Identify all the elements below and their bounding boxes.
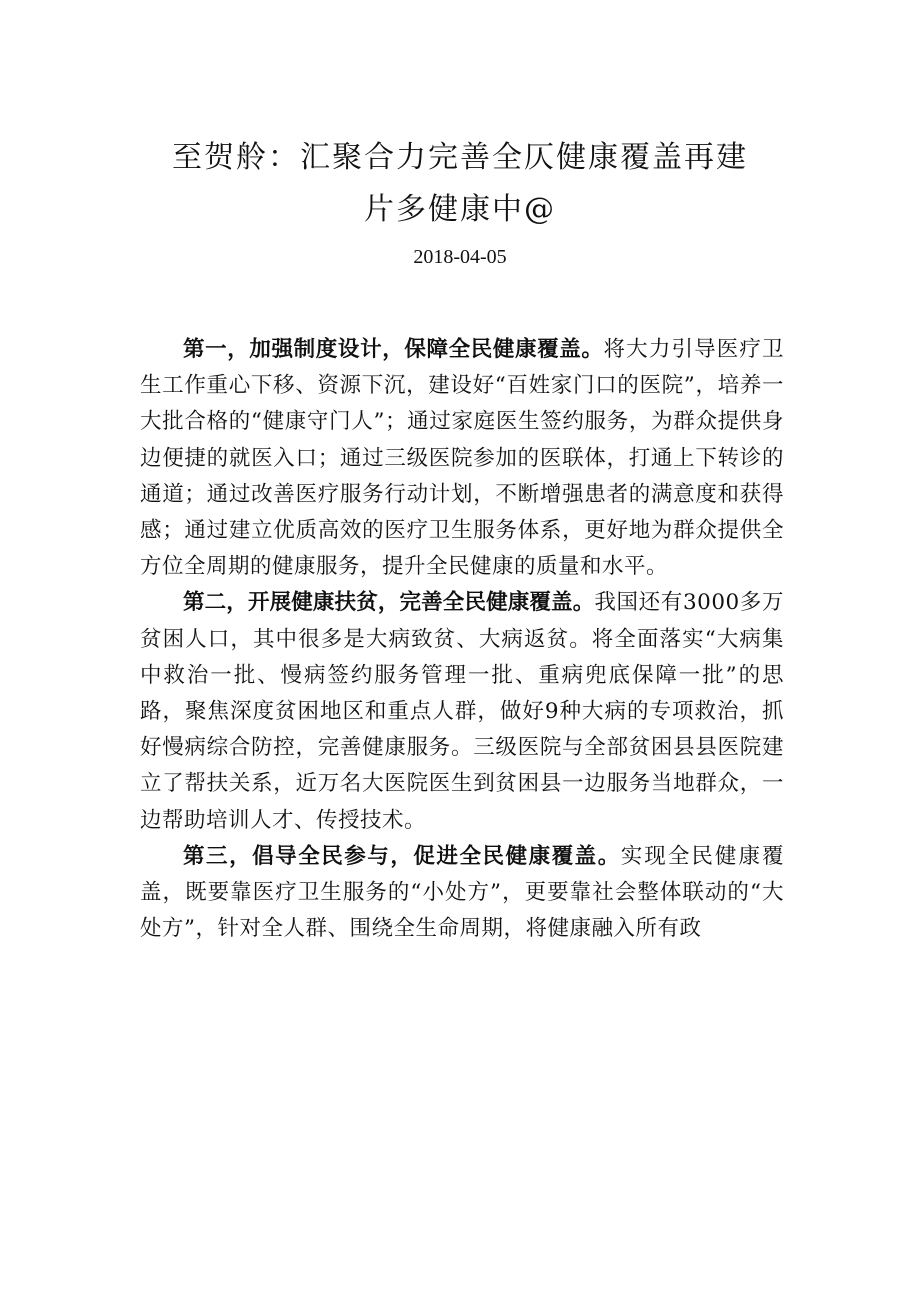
- title-line-2: 片多健康中@: [364, 192, 556, 227]
- article-body: [140, 332, 784, 947]
- title-line-1: 至贺舲：汇聚合力完善全仄健康覆盖再建: [172, 140, 748, 175]
- paragraph-3: [140, 839, 784, 948]
- paragraph-1: [140, 332, 784, 585]
- paragraph-1-text: 将大力引导医疗卫生工作重心下移、资源下沉，建设好“百姓家门口的医院”，培养一大批合格的“健康守门人”；通过家庭医生签约服务，为群众提供身边便捷的就医入口；通过三级医院参加的医联体，打通上下转诊的通道；通过改善医疗服务行动计划，不断增强患者的满意度和获得感；通过建立优质高效的医疗卫生服务体系，更好地为群众提供全方位全周期的健康服务，提升全民健康的质量和水平。: [140, 337, 784, 580]
- paragraph-2: [140, 585, 784, 838]
- publish-date: 2018-04-05: [413, 246, 507, 268]
- paragraph-3-text: 实现全民健康覆盖，既要靠医疗卫生服务的“小处方”，更要靠社会整体联动的“大处方”，针对全人群、围绕全生命周期，将健康融入所有政: [140, 843, 784, 942]
- paragraph-1-lead: 第一，加强制度设计，保障全民健康覆盖。: [183, 337, 604, 362]
- paragraph-3-lead: 第三，倡导全民参与，促进全民健康覆盖。: [183, 843, 621, 869]
- paragraph-2-text: 我国还有3000多万贫困人口，其中很多是大病致贫、大病返贫。将全面落实“大病集中救治一批、慢病签约服务管理一批、重病兜底保障一批”的思路，聚焦深度贫困地区和重点人群，做好9种大病的专项救治，抓好慢病综合防控，完善健康服务。三级医院与全部贫困县县医院建立了帮扶关系，近万名大医院医生到贫困县一边服务当地群众，一边帮助培训人才、传授技术。: [140, 590, 784, 833]
- paragraph-2-lead: 第二，开展健康扶贫，完善全民健康覆盖。: [183, 590, 595, 616]
